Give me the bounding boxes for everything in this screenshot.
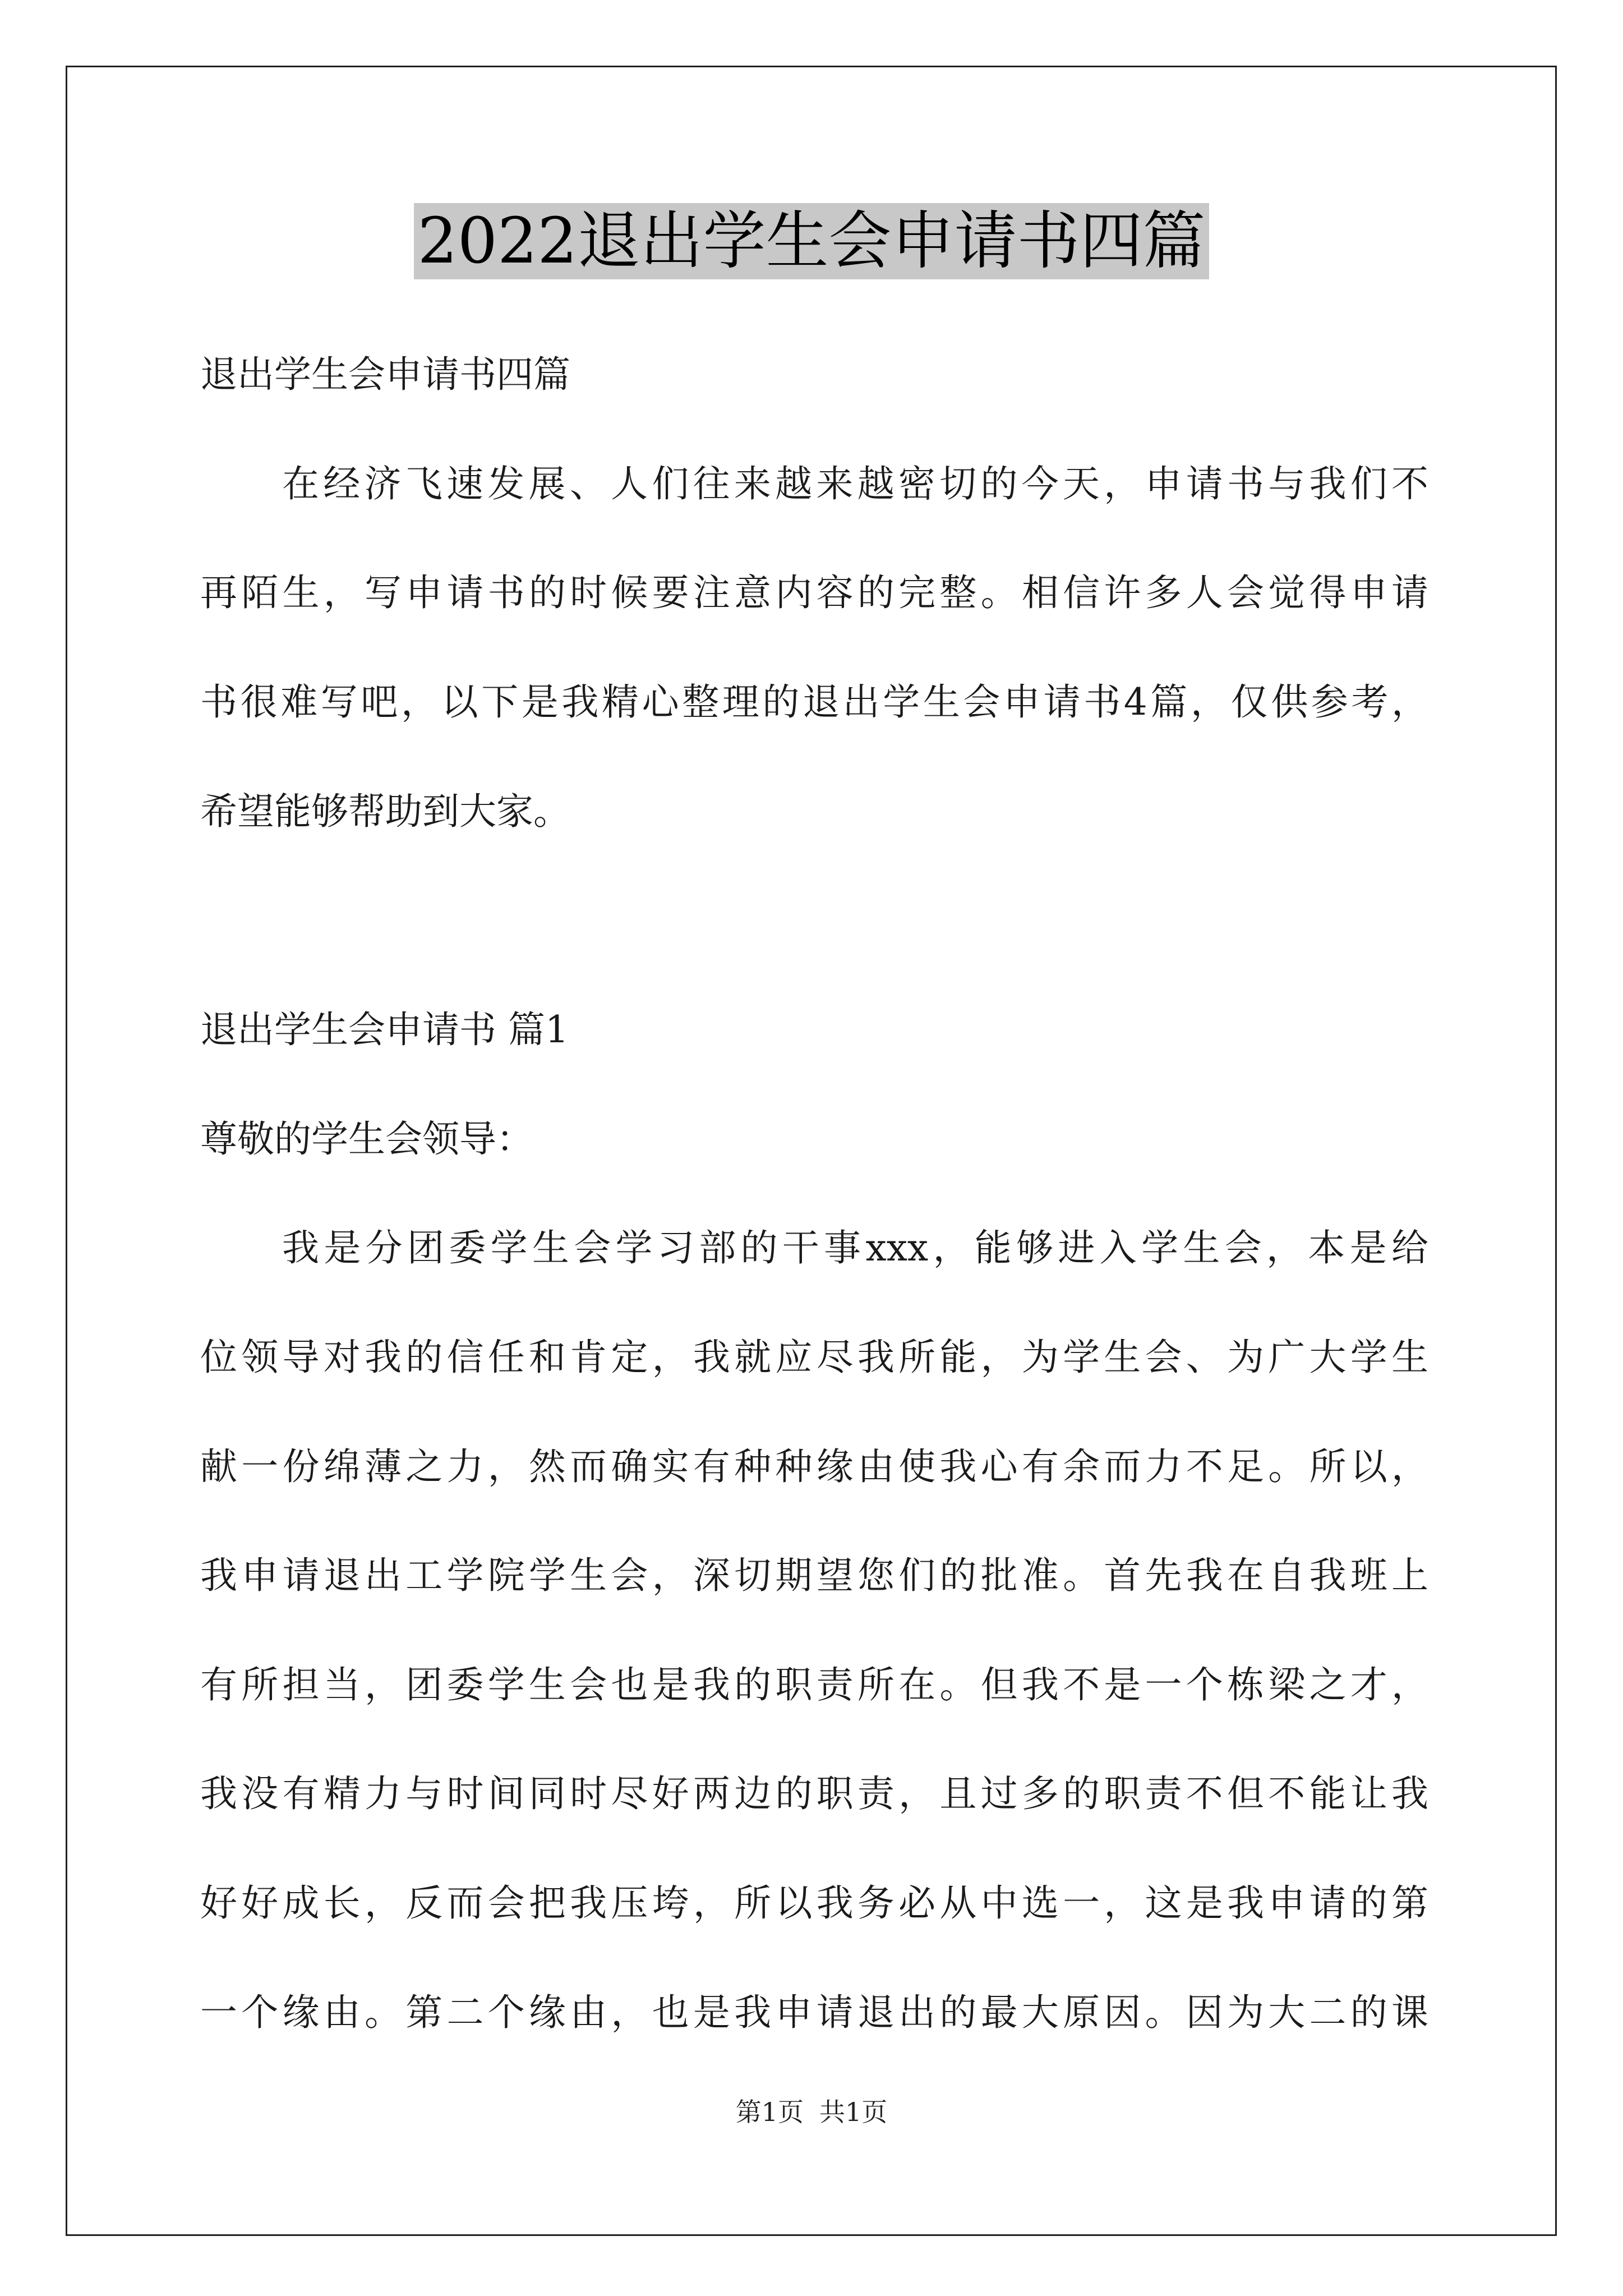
salutation: 尊敬的学生会领导： [200, 1117, 533, 1161]
body-line-6: 我没有精力与时间同时尽好两边的职责，且过多的职责不但不能让我 [200, 1772, 1428, 1815]
section-heading: 退出学生会申请书 篇1 [200, 1008, 569, 1051]
body-line-5: 有所担当，团委学生会也是我的职责所在。但我不是一个栋梁之才， [200, 1663, 1428, 1706]
body-line-7: 好好成长，反而会把我压垮，所以我务必从中选一，这是我申请的第 [200, 1881, 1428, 1925]
page-number: 第1页 [735, 2097, 804, 2127]
body-line-4: 我申请退出工学院学生会，深切期望您们的批准。首先我在自我班上 [200, 1554, 1428, 1597]
intro-line-3: 书很难写吧，以下是我精心整理的退出学生会申请书4篇，仅供参考， [200, 680, 1428, 724]
intro-line-2: 再陌生，写申请书的时候要注意内容的完整。相信许多人会觉得申请 [200, 571, 1428, 614]
page-footer [0, 2095, 1623, 2129]
body-line-8: 一个缘由。第二个缘由，也是我申请退出的最大原因。因为大二的课 [200, 1991, 1428, 2034]
body-line-2: 位领导对我的信任和肯定，我就应尽我所能，为学生会、为广大学生 [200, 1336, 1428, 1379]
intro-line-1: 在经济飞速发展、人们往来越来越密切的今天，申请书与我们不 [282, 462, 1428, 505]
intro-line-4: 希望能够帮助到大家。 [200, 790, 570, 833]
title-container [0, 203, 1623, 279]
document-title: 2022退出学生会申请书四篇 [414, 203, 1209, 279]
body-line-1: 我是分团委学生会学习部的干事xxx，能够进入学生会，本是给 [282, 1226, 1428, 1269]
page-total: 共1页 [819, 2097, 888, 2127]
body-line-3: 献一份绵薄之力，然而确实有种种缘由使我心有余而力不足。所以， [200, 1445, 1428, 1488]
document-subtitle: 退出学生会申请书四篇 [200, 353, 570, 396]
